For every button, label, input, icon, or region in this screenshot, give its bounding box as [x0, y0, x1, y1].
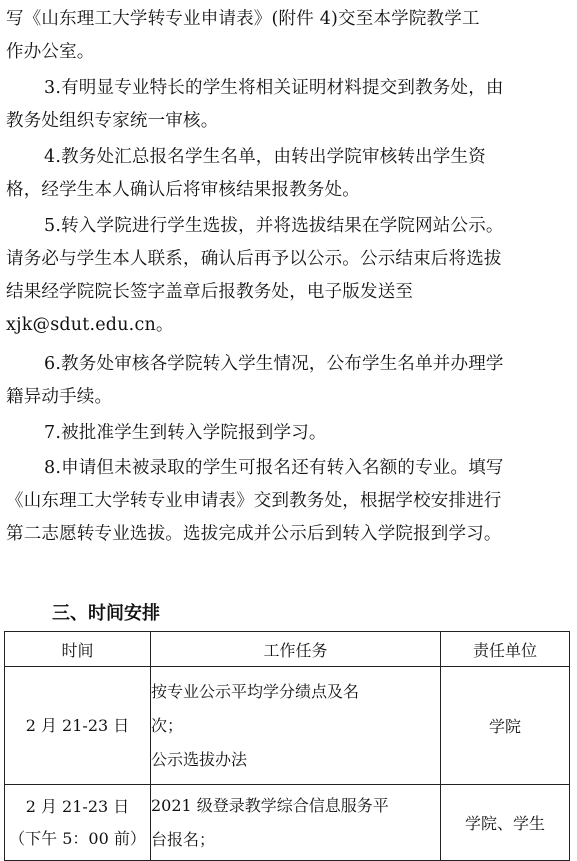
text-line: 教务处组织专家统一审核。: [6, 111, 219, 131]
text-line: 3.有明显专业特长的学生将相关证明材料提交到教务处，由: [44, 78, 504, 98]
time-text: 2 月 21-23 日: [25, 715, 130, 735]
table-row: [5, 667, 570, 785]
cell-time: [5, 667, 151, 785]
paragraph-attachment-submission: [6, 3, 562, 69]
text-line: 8.申请但未被录取的学生可报名还有转入名额的专业。填写: [44, 458, 504, 478]
task-line: 公示选拔办法: [151, 749, 248, 769]
unit-text: 学院: [488, 717, 521, 736]
text-line: 7.被批准学生到转入学院报到学习。: [44, 423, 327, 443]
unit-text: 学院、学生: [464, 814, 545, 833]
text-line: 作办公室。: [6, 42, 95, 62]
task-line: 2021 级登录教学综合信息服务平: [151, 795, 389, 815]
task-line: 台报名；: [151, 829, 216, 849]
column-header-task: 工作任务: [151, 632, 441, 667]
cell-time: [5, 785, 151, 861]
time-text: 2 月 21-23 日: [25, 796, 130, 816]
paragraph-item-6: [6, 348, 562, 414]
task-line: 按专业公示平均学分绩点及名: [151, 681, 360, 701]
time-note: （下午 5：00 前）: [9, 828, 146, 848]
text-line: 第二志愿转专业选拔。选拔完成并公示后到转入学院报到学习。: [6, 524, 502, 544]
text-line: 结果经学院院长签字盖章后报教务处，电子版发送至: [6, 282, 414, 302]
cell-task: [151, 667, 441, 785]
column-header-time: 时间: [5, 632, 151, 667]
cell-unit: [441, 667, 570, 785]
text-line: 格，经学生本人确认后将审核结果报教务处。: [6, 180, 360, 200]
paragraph-item-8: [6, 452, 562, 551]
table-row: [5, 785, 570, 861]
section-title-schedule: 三、时间安排: [52, 603, 160, 624]
column-header-unit: 责任单位: [441, 632, 570, 667]
text-line: 5.转入学院进行学生选拔，并将选拔结果在学院网站公示。: [44, 216, 504, 236]
task-line: 次；: [151, 715, 184, 735]
text-line: 4.教务处汇总报名学生名单，由转出学院审核转出学生资: [44, 147, 486, 167]
text-line: 请务必与学生本人联系，确认后再予以公示。公示结束后将选拔: [6, 249, 502, 269]
paragraph-item-5: [6, 210, 562, 342]
text-line: 籍异动手续。: [6, 387, 113, 407]
cell-task: [151, 785, 441, 861]
text-line: 6.教务处审核各学院转入学生情况，公布学生名单并办理学: [44, 354, 504, 374]
text-line: 写《山东理工大学转专业申请表》(附件 4)交至本学院教学工: [6, 9, 480, 29]
email-address-line: xjk@sdut.edu.cn。: [6, 315, 174, 335]
table-header-row: [5, 632, 570, 667]
paragraph-item-7: [6, 417, 562, 450]
schedule-table: [4, 631, 570, 861]
text-line: 《山东理工大学转专业申请表》交到教务处，根据学校安排进行: [6, 491, 502, 511]
paragraph-item-4: [6, 141, 562, 207]
paragraph-item-3: [6, 72, 562, 138]
cell-unit: [441, 785, 570, 861]
